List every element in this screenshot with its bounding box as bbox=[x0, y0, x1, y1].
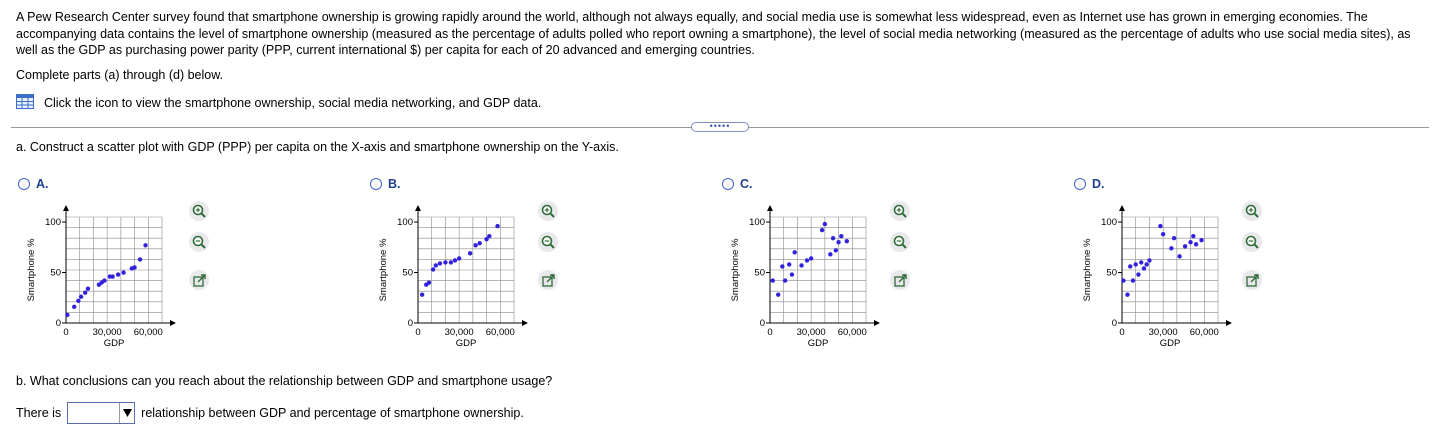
data-point bbox=[1191, 234, 1195, 238]
scatter-plot-a bbox=[16, 197, 206, 357]
data-point bbox=[121, 270, 125, 274]
data-point bbox=[102, 278, 106, 282]
data-point bbox=[116, 272, 120, 276]
data-point bbox=[1147, 258, 1151, 262]
data-point bbox=[83, 291, 87, 295]
data-point bbox=[478, 241, 482, 245]
data-point bbox=[434, 263, 438, 267]
scatter-plot-d bbox=[1072, 197, 1262, 357]
data-point bbox=[132, 265, 136, 269]
option-d-radio[interactable] bbox=[1074, 178, 1086, 190]
data-point bbox=[143, 243, 147, 247]
data-point bbox=[799, 263, 803, 267]
y-tick-label: 0 bbox=[407, 318, 413, 329]
data-point bbox=[1136, 272, 1140, 276]
data-point bbox=[457, 256, 461, 260]
data-point bbox=[65, 313, 69, 317]
data-point bbox=[449, 260, 453, 264]
option-a-label: A. bbox=[36, 177, 49, 191]
zoom-in-icon[interactable] bbox=[890, 201, 910, 221]
x-axis-label: GDP bbox=[103, 338, 125, 349]
data-point bbox=[792, 250, 796, 254]
y-tick-label: 100 bbox=[397, 217, 413, 229]
data-point bbox=[431, 267, 435, 271]
y-tick-label: 100 bbox=[1101, 217, 1117, 229]
x-tick-label: 60,000 bbox=[485, 327, 515, 338]
x-axis-arrow-icon bbox=[170, 320, 176, 326]
data-table-link-text[interactable]: Click the icon to view the smartphone ownership, social media networking, and GDP data. bbox=[44, 96, 542, 110]
data-point bbox=[783, 278, 787, 282]
data-point bbox=[823, 222, 827, 226]
data-table-link[interactable] bbox=[16, 94, 541, 112]
x-tick-label: 0 bbox=[767, 327, 773, 338]
data-point bbox=[805, 258, 809, 262]
problem-intro: A Pew Research Center survey found that smartphone ownership is growing rapidly around the world, although not always equally, and social media use is somewhat less widespread, even as Internet use has grown in emerging economies. The accompanying data contains the level of smartphone ownership (measured as the percentage of adults polled who report owning a smartphone), the level of social media networking (measured as the percentage of adults who use social media sites), as well as the GDP as purchasing power parity (PPP, current international $) per capita for each of 20 advanced and emerging countries. bbox=[16, 10, 1411, 57]
y-tick-label: 50 bbox=[1106, 267, 1117, 279]
x-tick-label: 60,000 bbox=[133, 327, 163, 338]
data-point bbox=[473, 243, 477, 247]
x-tick-label: 60,000 bbox=[837, 327, 867, 338]
data-point bbox=[110, 274, 114, 278]
data-point bbox=[79, 295, 83, 299]
x-tick-label: 0 bbox=[1119, 327, 1125, 338]
data-point bbox=[1131, 278, 1135, 282]
y-tick-label: 100 bbox=[749, 217, 765, 229]
zoom-out-icon[interactable] bbox=[890, 232, 910, 252]
y-tick-label: 0 bbox=[55, 318, 61, 329]
question-b: b. What conclusions can you reach about the relationship between GDP and smartphone usage? bbox=[16, 374, 553, 388]
y-axis-label: Smartphone % bbox=[730, 238, 741, 302]
popout-icon[interactable] bbox=[1242, 270, 1262, 290]
question-a: a. Construct a scatter plot with GDP (PPP) per capita on the X-axis and smartphone ownership on the Y-axis. bbox=[16, 140, 619, 154]
option-b[interactable] bbox=[368, 175, 668, 355]
data-table-icon[interactable] bbox=[16, 94, 34, 112]
data-point bbox=[845, 239, 849, 243]
parts-instruction: Complete parts (a) through (d) below. bbox=[16, 68, 224, 82]
option-b-radio[interactable] bbox=[370, 178, 382, 190]
y-axis-label: Smartphone % bbox=[26, 238, 37, 302]
data-point bbox=[787, 262, 791, 266]
zoom-out-icon[interactable] bbox=[189, 232, 209, 252]
option-c-label: C. bbox=[740, 177, 753, 191]
data-point bbox=[831, 236, 835, 240]
relationship-dropdown[interactable] bbox=[67, 402, 135, 424]
option-d[interactable] bbox=[1072, 175, 1372, 355]
data-point bbox=[86, 286, 90, 290]
y-axis-arrow-icon bbox=[1119, 205, 1125, 211]
data-point bbox=[468, 251, 472, 255]
data-point bbox=[834, 248, 838, 252]
data-point bbox=[1142, 266, 1146, 270]
data-point bbox=[780, 264, 784, 268]
data-point bbox=[427, 280, 431, 284]
data-point bbox=[828, 252, 832, 256]
y-tick-label: 50 bbox=[754, 267, 765, 279]
zoom-in-icon[interactable] bbox=[189, 201, 209, 221]
x-tick-label: 0 bbox=[415, 327, 421, 338]
data-point bbox=[1172, 236, 1176, 240]
x-axis-label: GDP bbox=[455, 338, 477, 349]
y-tick-label: 50 bbox=[402, 267, 413, 279]
scatter-plot-c bbox=[720, 197, 910, 357]
option-a[interactable] bbox=[16, 175, 316, 355]
zoom-in-icon[interactable] bbox=[1242, 201, 1262, 221]
answer-suffix: relationship between GDP and percentage of smartphone ownership. bbox=[141, 406, 524, 420]
data-point bbox=[820, 228, 824, 232]
y-tick-label: 100 bbox=[45, 217, 61, 229]
data-point bbox=[1177, 254, 1181, 258]
data-point bbox=[790, 272, 794, 276]
expand-toggle[interactable]: ••••• bbox=[691, 122, 749, 132]
option-c-radio[interactable] bbox=[722, 178, 734, 190]
data-point bbox=[76, 299, 80, 303]
data-point bbox=[138, 257, 142, 261]
popout-icon[interactable] bbox=[189, 270, 209, 290]
data-point bbox=[1134, 262, 1138, 266]
chevron-down-icon[interactable] bbox=[119, 403, 134, 423]
data-point bbox=[1158, 224, 1162, 228]
data-point bbox=[839, 234, 843, 238]
y-axis-arrow-icon bbox=[63, 205, 69, 211]
data-point bbox=[1188, 240, 1192, 244]
popout-icon[interactable] bbox=[890, 270, 910, 290]
x-tick-label: 30,000 bbox=[92, 327, 122, 338]
y-axis-arrow-icon bbox=[415, 205, 421, 211]
data-point bbox=[1199, 238, 1203, 242]
popout-icon[interactable] bbox=[538, 270, 558, 290]
data-point bbox=[1139, 260, 1143, 264]
data-point bbox=[771, 278, 775, 282]
y-axis-arrow-icon bbox=[767, 205, 773, 211]
y-axis-label: Smartphone % bbox=[378, 238, 389, 302]
zoom-out-icon[interactable] bbox=[538, 232, 558, 252]
option-b-label: B. bbox=[388, 177, 401, 191]
data-point bbox=[420, 293, 424, 297]
option-a-radio[interactable] bbox=[18, 178, 30, 190]
y-tick-label: 0 bbox=[759, 318, 765, 329]
data-point bbox=[443, 260, 447, 264]
data-point bbox=[495, 224, 499, 228]
x-tick-label: 60,000 bbox=[1189, 327, 1219, 338]
data-point bbox=[72, 305, 76, 309]
data-point bbox=[487, 234, 491, 238]
zoom-in-icon[interactable] bbox=[538, 201, 558, 221]
data-point bbox=[438, 261, 442, 265]
data-point bbox=[836, 240, 840, 244]
data-point bbox=[1128, 264, 1132, 268]
option-c[interactable] bbox=[720, 175, 1020, 355]
data-point bbox=[809, 256, 813, 260]
x-tick-label: 0 bbox=[63, 327, 69, 338]
data-point bbox=[1194, 242, 1198, 246]
x-axis-label: GDP bbox=[1159, 338, 1181, 349]
data-point bbox=[453, 258, 457, 262]
data-point bbox=[1144, 262, 1148, 266]
answer-row bbox=[16, 402, 524, 424]
x-tick-label: 30,000 bbox=[796, 327, 826, 338]
answer-prefix: There is bbox=[16, 406, 62, 420]
x-axis-arrow-icon bbox=[1226, 320, 1232, 326]
y-tick-label: 0 bbox=[1111, 318, 1117, 329]
x-tick-label: 30,000 bbox=[1148, 327, 1178, 338]
data-point bbox=[1121, 278, 1125, 282]
zoom-out-icon[interactable] bbox=[1242, 232, 1262, 252]
data-point bbox=[1169, 246, 1173, 250]
y-axis-label: Smartphone % bbox=[1082, 238, 1093, 302]
x-axis-label: GDP bbox=[807, 338, 829, 349]
data-point bbox=[1125, 293, 1129, 297]
x-axis-arrow-icon bbox=[522, 320, 528, 326]
x-tick-label: 30,000 bbox=[444, 327, 474, 338]
y-tick-label: 50 bbox=[50, 267, 61, 279]
data-point bbox=[776, 293, 780, 297]
option-d-label: D. bbox=[1092, 177, 1105, 191]
x-axis-arrow-icon bbox=[874, 320, 880, 326]
data-point bbox=[1161, 232, 1165, 236]
scatter-plot-b bbox=[368, 197, 558, 357]
data-point bbox=[1183, 244, 1187, 248]
